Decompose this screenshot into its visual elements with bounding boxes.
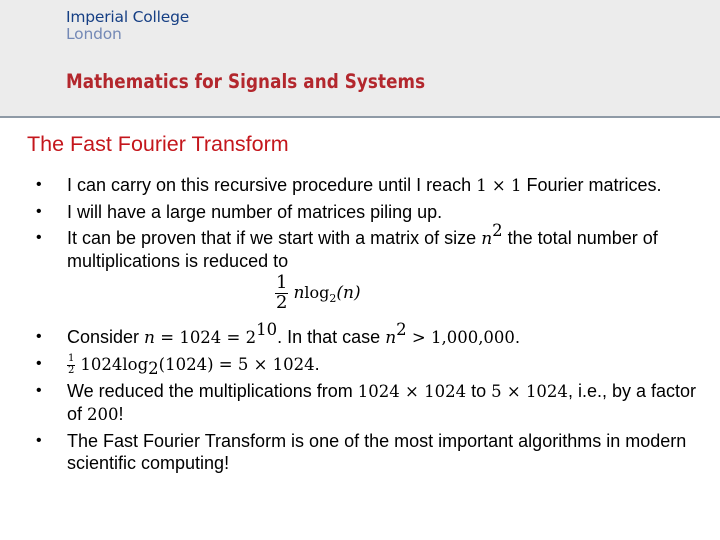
imperial-college-logo <box>66 9 189 43</box>
fraction <box>67 354 75 376</box>
math-variable: n <box>385 328 397 348</box>
math-expression: 200 <box>87 405 119 425</box>
slide-title: The Fast Fourier Transform <box>27 132 289 156</box>
math-log: log <box>304 283 330 303</box>
math-exponent: 2 <box>492 221 503 240</box>
header-bar <box>0 0 720 116</box>
fraction-numerator: • 1 <box>68 353 75 365</box>
bullet-text: I can carry on this recursive procedure until I reach <box>67 175 477 195</box>
math-variable: n <box>481 229 493 249</box>
math-variable: n <box>144 328 155 348</box>
bullet-text: . <box>514 327 520 347</box>
fraction-denominator: 2 <box>68 364 75 376</box>
math-subscript: 2 <box>329 292 337 306</box>
math-expression: 1024 × 1024 <box>357 382 467 402</box>
math-expression: 1024log <box>80 355 149 374</box>
bullet-item <box>36 380 696 426</box>
bullet-item <box>36 221 696 272</box>
course-title: Mathematics for Signals and Systems <box>66 70 426 93</box>
bullet-text: The Fast Fourier Transform is one of the most important algorithms in modern scientific computing! <box>67 431 687 474</box>
header-divider <box>0 116 720 118</box>
bullet-text: I will have a large number of matrices piling up. <box>67 202 443 222</box>
bullet-text: , i.e., by a factor of <box>67 381 696 425</box>
bullet-item <box>36 201 696 223</box>
bullet-text: ! <box>118 404 124 425</box>
bullet-item <box>36 353 696 376</box>
formula-body <box>293 283 361 306</box>
math-expression: (1024) = 5 × 1024 <box>158 355 315 374</box>
math-expression: > 1,000,000 <box>406 328 515 347</box>
math-expression: 5 × 1024 <box>491 382 568 402</box>
bullet-item <box>36 430 696 474</box>
bullet-item <box>36 320 696 349</box>
bullet-text: Fourier matrices. <box>521 175 662 195</box>
logo-line-2: London <box>66 25 122 43</box>
bullet-text: . In that case <box>277 327 386 347</box>
logo-line-1: Imperial College <box>66 8 190 26</box>
bullet-list <box>36 174 696 478</box>
bullet-text: to <box>466 381 492 402</box>
math-argument: (n) <box>336 283 361 304</box>
math-subscript: 2 <box>148 359 159 378</box>
fraction <box>275 274 288 313</box>
bullet-text: Consider <box>67 327 145 347</box>
display-formula <box>275 274 696 320</box>
math-variable: n <box>293 283 305 304</box>
math-expression: 1 × 1 <box>476 176 522 195</box>
bullet-item <box>36 174 696 197</box>
bullet-text: We reduced the multiplications from <box>67 381 358 402</box>
bullet-text: It can be proven that if we start with a matrix of size <box>67 228 482 248</box>
math-expression: = 1024 = 2 <box>155 328 257 347</box>
bullet-text: the total number of multiplications is reduced to <box>67 228 658 271</box>
fraction-denominator: 2 <box>276 291 288 313</box>
math-exponent: 10 <box>256 320 278 339</box>
fraction-numerator: 1 <box>276 272 288 293</box>
bullet-text: . <box>314 354 320 374</box>
math-exponent: 2 <box>396 320 407 339</box>
